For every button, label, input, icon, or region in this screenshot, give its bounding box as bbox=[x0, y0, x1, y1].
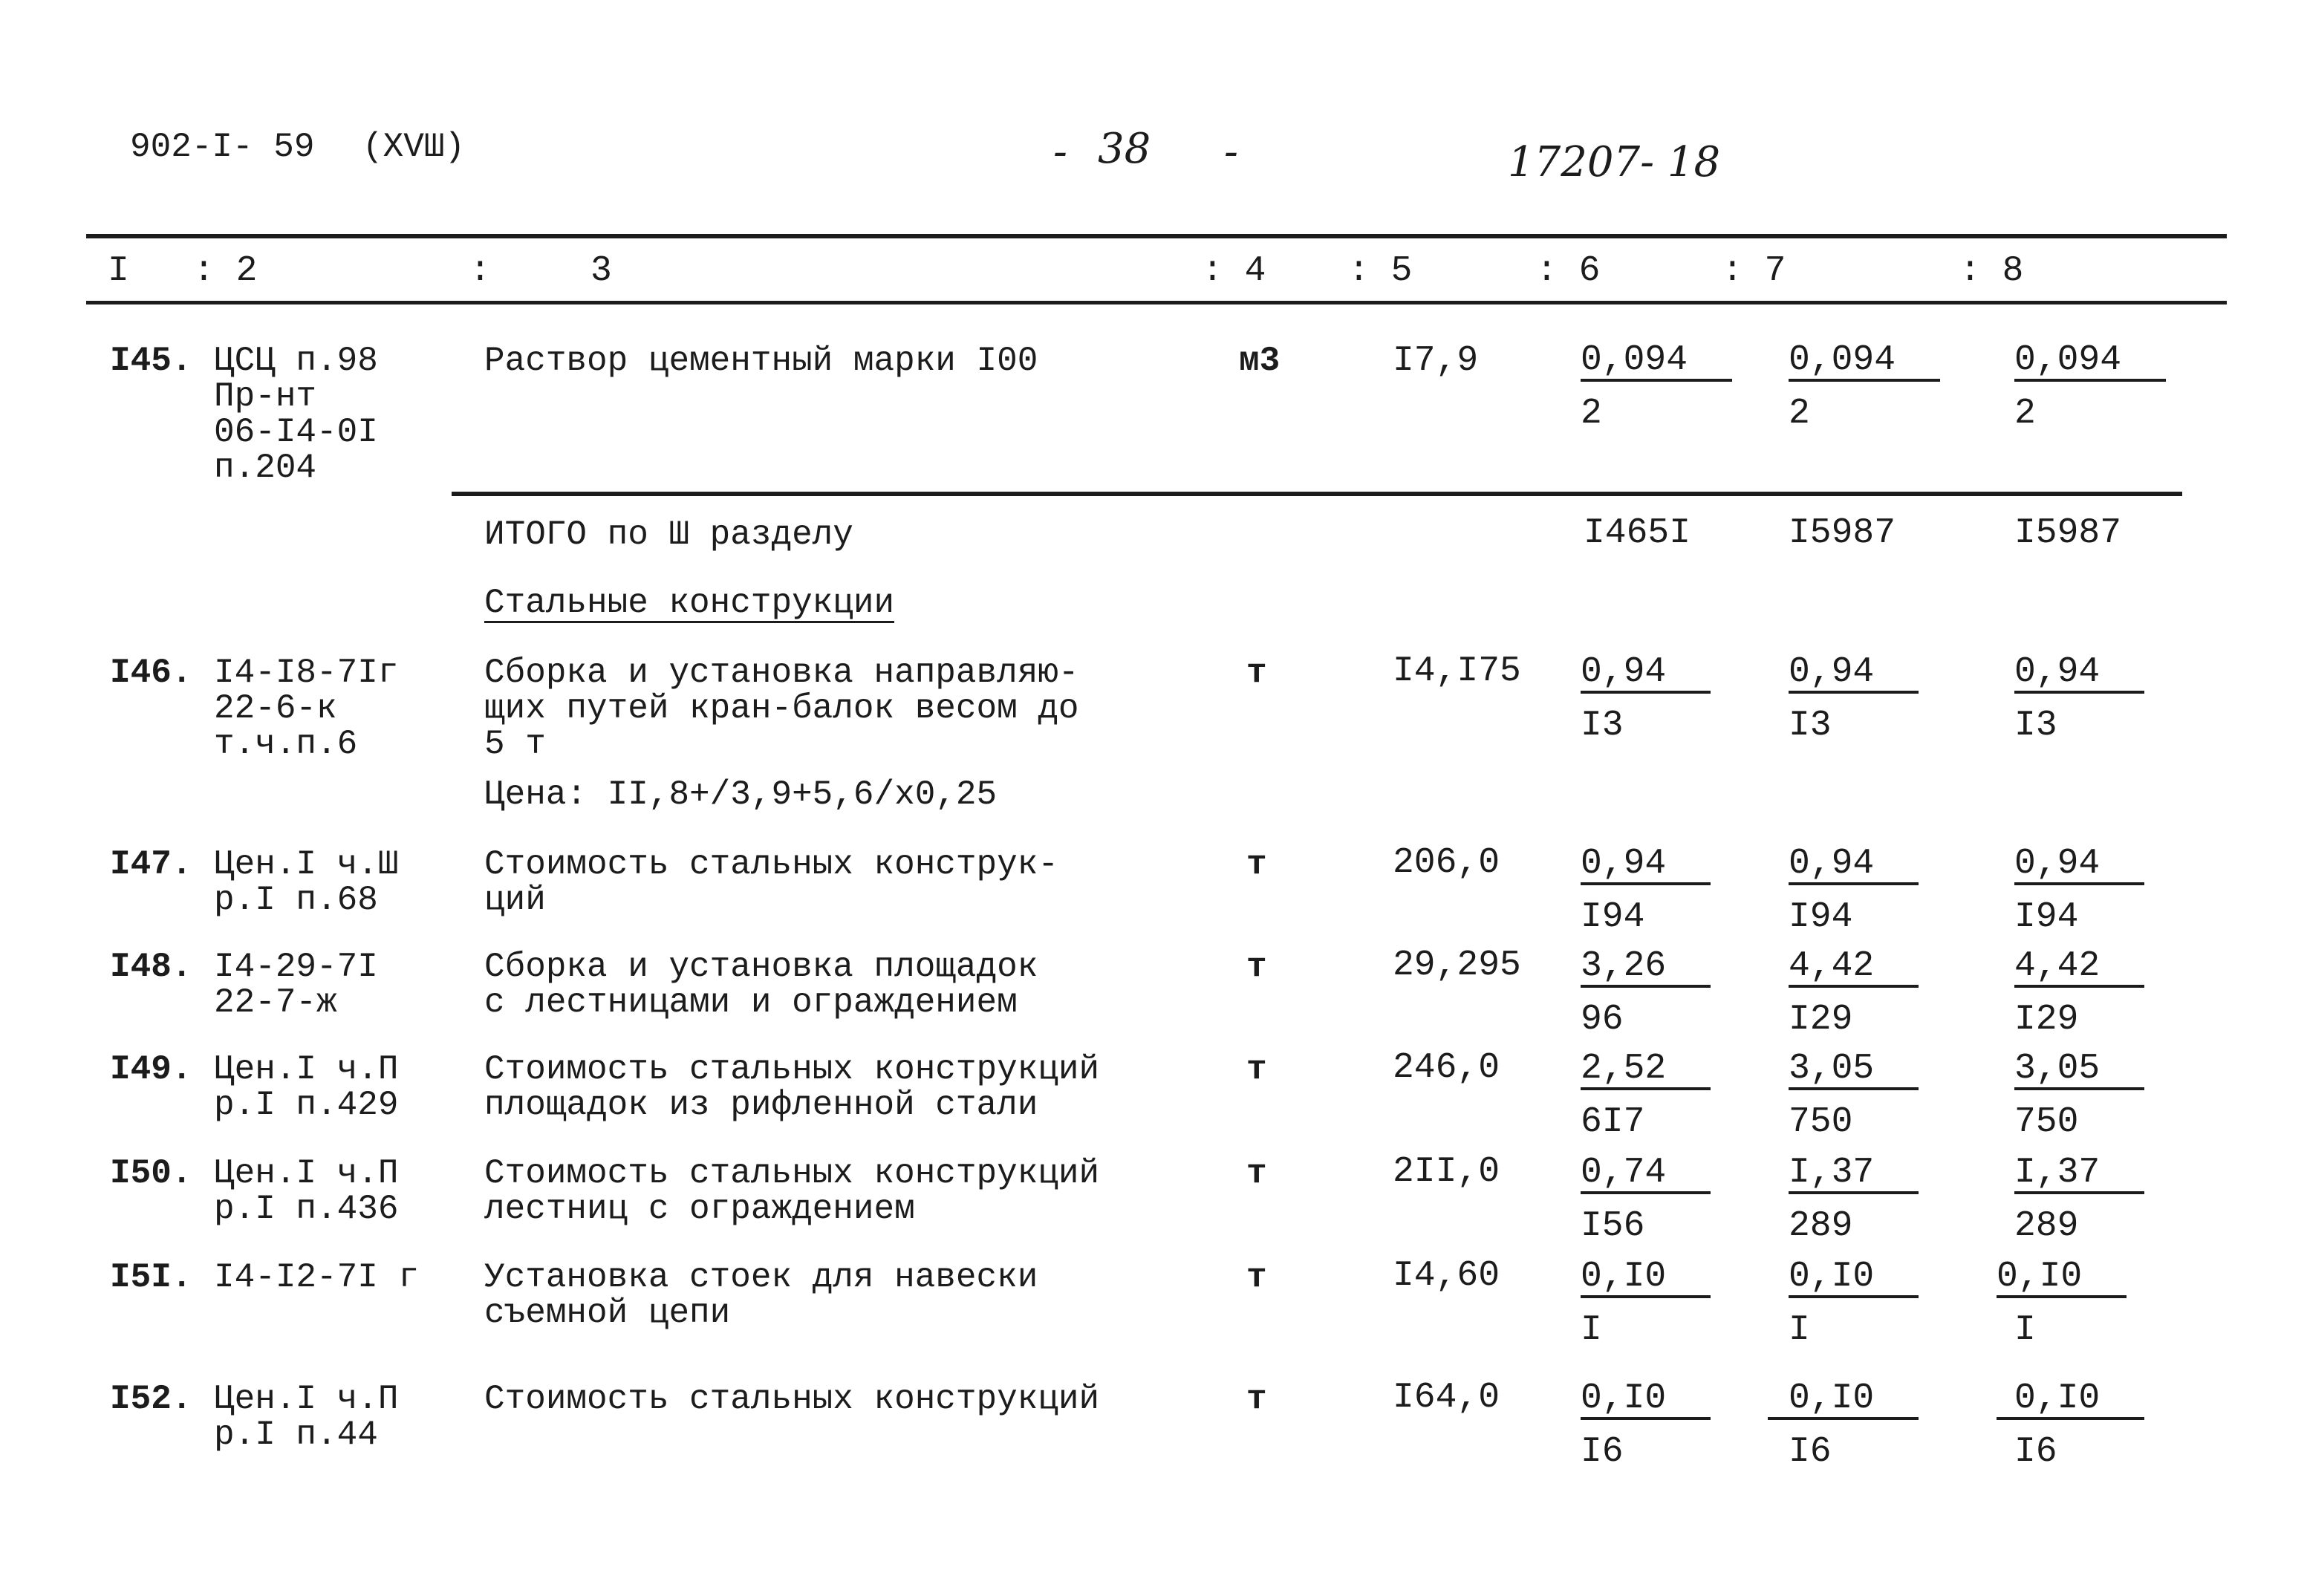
row-col6-quantity: 0,094 bbox=[1581, 342, 1732, 382]
row-col8 bbox=[2014, 654, 2193, 744]
row-price-note: Цена: II,8+/3,9+5,6/х0,25 bbox=[484, 775, 998, 814]
row-col6-cost: I56 bbox=[1581, 1206, 1645, 1246]
row-description: Раствор цементный марки I00 bbox=[484, 342, 1038, 380]
row-description: Стоимость стальных конструкций bbox=[484, 1380, 1100, 1419]
row-col8-cost: 2 bbox=[2014, 394, 2036, 434]
row-price: I4,I75 bbox=[1393, 651, 1521, 691]
row-price: I64,0 bbox=[1393, 1378, 1500, 1418]
row-unit: т bbox=[1246, 845, 1267, 884]
row-col6-quantity: 3,26 bbox=[1581, 948, 1711, 988]
row-reference: Цен.I ч.П р.I п.44 bbox=[214, 1380, 399, 1454]
row-col7-cost: I bbox=[1789, 1310, 1810, 1350]
header-bottom-rule bbox=[86, 301, 2227, 304]
row-col7 bbox=[1789, 1154, 1967, 1245]
column-header-2: : 2 bbox=[193, 251, 258, 291]
subtotal-label: ИТОГО по Ш разделу bbox=[484, 515, 853, 554]
row-description: Установка стоек для навески съемной цепи bbox=[484, 1258, 1038, 1332]
column-header-8: : 8 bbox=[1959, 251, 2024, 291]
row-col6-cost: 6I7 bbox=[1581, 1102, 1645, 1142]
row-col7-cost: 289 bbox=[1789, 1206, 1853, 1246]
row-col8-cost: I3 bbox=[2014, 706, 2057, 746]
subtotal-col6: I465I bbox=[1584, 513, 1691, 553]
row-description: Сборка и установка площадок с лестницами и ограждением bbox=[484, 948, 1038, 1022]
row-col6 bbox=[1581, 845, 1759, 936]
row-col7-quantity: 4,42 bbox=[1789, 948, 1919, 988]
row-description: Стоимость стальных конструк- ций bbox=[484, 845, 1058, 919]
row-description: Стоимость стальных конструкций площадок из рифленной стали bbox=[484, 1050, 1100, 1124]
row-col6-quantity: 0,74 bbox=[1581, 1154, 1711, 1194]
row-col8-cost: I6 bbox=[2014, 1432, 2057, 1472]
row-price: 2II,0 bbox=[1393, 1152, 1500, 1192]
row-reference: Цен.I ч.П р.I п.429 bbox=[214, 1050, 399, 1124]
row-reference: I4-29-7I 22-7-ж bbox=[214, 948, 378, 1022]
row-description: Сборка и установка направляю- щих путей кран-балок весом до 5 т bbox=[484, 654, 1079, 763]
row-reference: Цен.I ч.П р.I п.436 bbox=[214, 1154, 399, 1228]
row-col7-cost: 2 bbox=[1789, 394, 1810, 434]
row-number: I46. bbox=[110, 654, 192, 692]
row-col8 bbox=[2014, 1050, 2193, 1141]
row-col7-quantity: 0,094 bbox=[1789, 342, 1940, 382]
row-col6-cost: 2 bbox=[1581, 394, 1602, 434]
row-col8-quantity: 4,42 bbox=[2014, 948, 2144, 988]
row-number: I49. bbox=[110, 1050, 192, 1089]
table-top-rule bbox=[86, 234, 2227, 238]
section-title: Стальные конструкции bbox=[484, 584, 895, 622]
row-col6-cost: I bbox=[1581, 1310, 1602, 1350]
row-col7 bbox=[1789, 654, 1967, 744]
document-stamp: 17207- 18 bbox=[1508, 138, 1721, 186]
row-unit: т bbox=[1246, 1380, 1267, 1419]
row-col6 bbox=[1581, 1258, 1759, 1349]
row-col8 bbox=[2014, 342, 2193, 432]
column-header-4: : 4 bbox=[1202, 251, 1266, 291]
row-col8-quantity: I,37 bbox=[2014, 1154, 2144, 1194]
column-header-6: : 6 bbox=[1536, 251, 1601, 291]
row-col6-cost: I94 bbox=[1581, 897, 1645, 937]
row-col8 bbox=[2014, 948, 2193, 1038]
row-number: I45. bbox=[110, 342, 192, 380]
row-col6-quantity: 0,I0 bbox=[1581, 1258, 1711, 1298]
page-dash-left: - bbox=[1053, 128, 1067, 176]
row-col6 bbox=[1581, 1380, 1759, 1470]
row-col6 bbox=[1581, 1154, 1759, 1245]
row-col7 bbox=[1789, 1050, 1967, 1141]
row-col8 bbox=[1997, 1258, 2175, 1349]
row-col7 bbox=[1789, 1258, 1967, 1349]
row-col8-cost: I94 bbox=[2014, 897, 2079, 937]
row-col7-quantity: 0,I0 bbox=[1789, 1258, 1919, 1298]
row-col7-cost: 750 bbox=[1789, 1102, 1853, 1142]
row-unit: т bbox=[1246, 654, 1267, 692]
row-number: I50. bbox=[110, 1154, 192, 1193]
row-col7-quantity: 0,I0 bbox=[1768, 1380, 1919, 1420]
row-description: Стоимость стальных конструкций лестниц с ограждением bbox=[484, 1154, 1100, 1228]
column-header-1: I bbox=[108, 251, 129, 291]
document-code: 902-I- 59 bbox=[130, 128, 315, 166]
row-col7-cost: I3 bbox=[1789, 706, 1832, 746]
row-col8-quantity: 0,094 bbox=[2014, 342, 2166, 382]
row-col6-quantity: 0,I0 bbox=[1581, 1380, 1711, 1420]
row-price: 206,0 bbox=[1393, 843, 1500, 883]
row-col6-cost: 96 bbox=[1581, 1000, 1624, 1040]
row-col6-quantity: 0,94 bbox=[1581, 654, 1711, 694]
row-unit: м3 bbox=[1239, 342, 1281, 380]
column-header-5: : 5 bbox=[1348, 251, 1413, 291]
row-col7-cost: I6 bbox=[1789, 1432, 1832, 1472]
row-col8 bbox=[1997, 1380, 2175, 1470]
row-col7-cost: I29 bbox=[1789, 1000, 1853, 1040]
row-price: 29,295 bbox=[1393, 945, 1521, 986]
row-col6-quantity: 2,52 bbox=[1581, 1050, 1711, 1090]
row-unit: т bbox=[1246, 948, 1267, 986]
row-col8-cost: 289 bbox=[2014, 1206, 2079, 1246]
subtotal-rule bbox=[452, 492, 2182, 496]
row-reference: ЦСЦ п.98 Пр-нт 06-I4-0I п.204 bbox=[214, 342, 378, 487]
row-unit: т bbox=[1246, 1154, 1267, 1193]
row-col8 bbox=[2014, 1154, 2193, 1245]
subtotal-col8: I5987 bbox=[2014, 513, 2122, 553]
row-col8-quantity: 0,I0 bbox=[1997, 1258, 2127, 1298]
row-reference: I4-I2-7I г bbox=[214, 1258, 420, 1297]
row-col8-quantity: 0,I0 bbox=[1997, 1380, 2144, 1420]
column-header-7: : 7 bbox=[1722, 251, 1786, 291]
row-number: I47. bbox=[110, 845, 192, 884]
page-dash-right: - bbox=[1224, 128, 1238, 176]
row-col8-quantity: 3,05 bbox=[2014, 1050, 2144, 1090]
row-col7 bbox=[1768, 1380, 1946, 1470]
row-number: I5I. bbox=[110, 1258, 192, 1297]
row-col6-cost: I3 bbox=[1581, 706, 1624, 746]
row-col7-quantity: 3,05 bbox=[1789, 1050, 1919, 1090]
page-number: 38 bbox=[1098, 125, 1151, 173]
row-col7-quantity: I,37 bbox=[1789, 1154, 1919, 1194]
row-col7 bbox=[1789, 845, 1967, 936]
row-unit: т bbox=[1246, 1050, 1267, 1089]
row-col6 bbox=[1581, 1050, 1759, 1141]
row-col8-cost: I29 bbox=[2014, 1000, 2079, 1040]
column-header-3-separator: : bbox=[469, 251, 491, 291]
column-header-3: 3 bbox=[590, 251, 612, 291]
row-col6 bbox=[1581, 342, 1759, 432]
row-col8-quantity: 0,94 bbox=[2014, 845, 2144, 885]
row-col6-quantity: 0,94 bbox=[1581, 845, 1711, 885]
row-price: I4,60 bbox=[1393, 1256, 1500, 1296]
row-unit: т bbox=[1246, 1258, 1267, 1297]
row-col8-cost: I bbox=[2014, 1310, 2036, 1350]
row-col6-cost: I6 bbox=[1581, 1432, 1624, 1472]
row-col7-cost: I94 bbox=[1789, 897, 1853, 937]
row-col6 bbox=[1581, 654, 1759, 744]
row-col7-quantity: 0,94 bbox=[1789, 845, 1919, 885]
row-col6 bbox=[1581, 948, 1759, 1038]
subtotal-col7: I5987 bbox=[1789, 513, 1896, 553]
row-reference: I4-I8-7Iг 22-6-к т.ч.п.6 bbox=[214, 654, 399, 763]
row-col7 bbox=[1789, 342, 1967, 432]
row-number: I48. bbox=[110, 948, 192, 986]
row-col8-quantity: 0,94 bbox=[2014, 654, 2144, 694]
row-col8 bbox=[2014, 845, 2193, 936]
row-number: I52. bbox=[110, 1380, 192, 1419]
row-col7 bbox=[1789, 948, 1967, 1038]
row-price: I7,9 bbox=[1393, 341, 1479, 381]
row-col8-cost: 750 bbox=[2014, 1102, 2079, 1142]
row-price: 246,0 bbox=[1393, 1048, 1500, 1088]
volume-number: (XVШ) bbox=[362, 128, 466, 166]
row-reference: Цен.I ч.Ш р.I п.68 bbox=[214, 845, 399, 919]
row-col7-quantity: 0,94 bbox=[1789, 654, 1919, 694]
